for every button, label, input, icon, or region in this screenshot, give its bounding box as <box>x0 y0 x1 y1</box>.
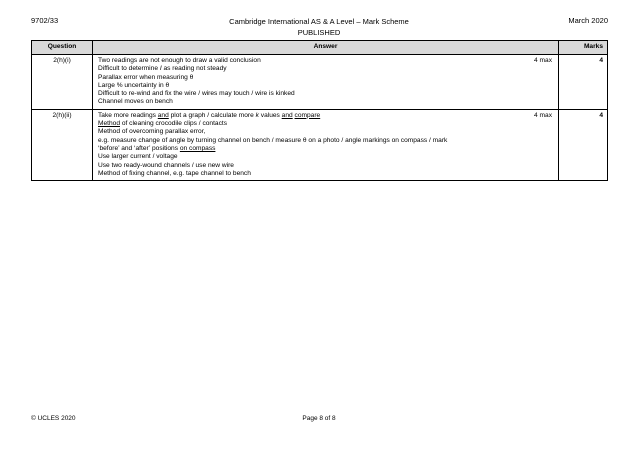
mark-scheme-table <box>31 40 608 181</box>
answer-line: e.g. measure change of angle by turning channel on bench / measure θ on a photo / angle markings on compass / mark <box>98 136 448 144</box>
exam-date: March 2020 <box>568 16 608 25</box>
answer-line: Two readings are not enough to draw a valid conclusion <box>98 57 261 64</box>
marks-column-header: Marks <box>559 41 608 55</box>
page-number: Page 8 of 8 <box>302 415 336 422</box>
answer-cell <box>93 109 559 180</box>
question-cell: 2(h)(ii) <box>32 109 93 180</box>
document-title <box>0 16 638 38</box>
answer-line: Large % uncertainty in θ <box>98 81 170 89</box>
answer-line: Use larger current / voltage <box>98 153 178 161</box>
answer-column-header: Answer <box>93 41 559 55</box>
answer-line: Channel moves on bench <box>98 98 173 106</box>
paper-code: 9702/33 <box>31 16 59 25</box>
answer-line: ‘before’ and ‘after’ positions on compass <box>98 144 216 152</box>
title-text: Cambridge International AS & A Level – Mark Scheme <box>229 17 409 26</box>
answer-cell <box>93 55 559 110</box>
answer-line: Method of fixing channel, e.g. tape channel to bench <box>98 169 251 177</box>
max-marks-label: 4 max <box>534 57 552 64</box>
max-marks-label: 4 max <box>534 111 552 119</box>
question-column-header: Question <box>32 41 93 55</box>
answer-line: Method of overcoming parallax error, <box>98 128 206 136</box>
answer-line: Use two ready-wound channels / use new wire <box>98 161 234 169</box>
answer-line: Difficult to determine I as reading not steady <box>98 65 227 73</box>
copyright-notice: © UCLES 2020 <box>31 415 76 422</box>
answer-line: Method of cleaning crocodile clips / contacts <box>98 120 228 128</box>
answer-line: Take more readings and plot a graph / calculate more k values and compare <box>98 111 321 119</box>
marks-cell: 4 <box>559 109 608 180</box>
table-row <box>32 109 608 180</box>
question-cell: 2(h)(i) <box>32 55 93 110</box>
answer-line: Parallax error when measuring θ <box>98 73 194 81</box>
answer-line: Difficult to re-wind and fix the wire / wires may touch / wire is kinked <box>98 90 295 98</box>
published-label: PUBLISHED <box>297 28 341 37</box>
table-row <box>32 55 608 110</box>
marks-cell: 4 <box>559 55 608 110</box>
table-header-row <box>32 41 608 55</box>
